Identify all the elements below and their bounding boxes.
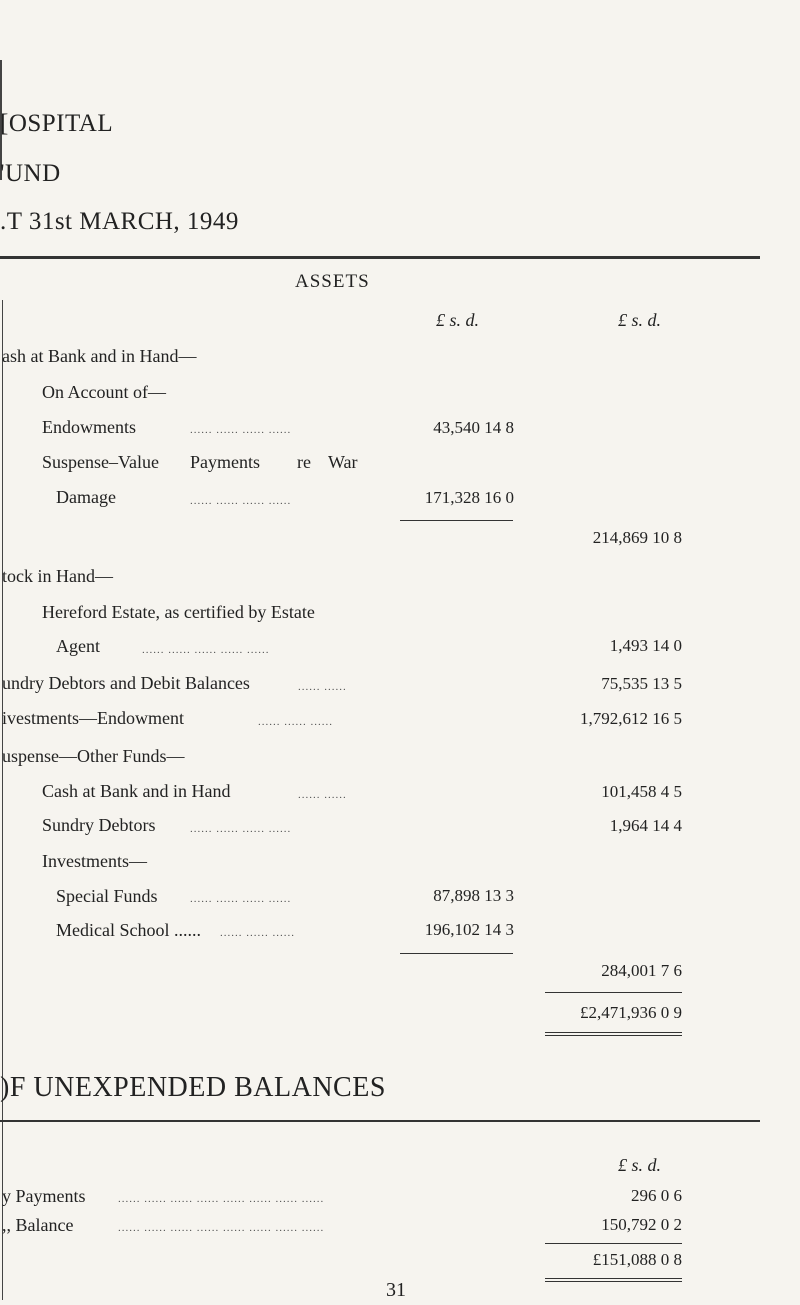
double-rule-top xyxy=(545,1278,682,1279)
suspense-value: 171,328 16 0 xyxy=(424,488,514,507)
unexpended-col-header: £ s. d. xyxy=(618,1155,662,1175)
subtotal-rule xyxy=(400,520,513,521)
endowments-label: Endowments xyxy=(42,417,136,437)
page-number: 31 xyxy=(386,1279,406,1301)
doc-title-3: .T 31st MARCH, 1949 xyxy=(0,208,239,235)
leader-dots: ...... ...... xyxy=(298,789,347,801)
balance-label: ,, Balance xyxy=(2,1215,74,1235)
suspense-label-1: Suspense–Value xyxy=(42,452,159,472)
double-rule-bottom xyxy=(545,1281,682,1282)
leader-dots: ...... ...... ...... ...... xyxy=(190,823,292,835)
suspense-label-2: Payments xyxy=(190,452,260,472)
medical-school-value: 196,102 14 3 xyxy=(424,920,514,939)
subtotal-rule xyxy=(400,953,513,954)
payments-label: y Payments xyxy=(2,1186,86,1206)
section-rule xyxy=(0,1120,760,1122)
other-funds-total: 284,001 7 6 xyxy=(601,961,682,980)
mid-col-header: £ s. d. xyxy=(436,310,480,330)
hereford-label: Hereford Estate, as certified by Estate xyxy=(42,602,315,622)
investments-value: 1,792,612 16 5 xyxy=(580,709,682,728)
other-investments-label: Investments— xyxy=(42,851,147,871)
leader-dots: ...... ...... ...... ...... ...... ...... ...... ...... xyxy=(118,1193,325,1205)
leader-dots: ...... ...... ...... ...... xyxy=(190,495,292,507)
double-rule-top xyxy=(545,1032,682,1033)
stock-label: tock in Hand— xyxy=(2,566,113,586)
medical-school-label: Medical School ...... xyxy=(56,920,201,940)
investments-label: ivestments—Endowment xyxy=(2,708,184,728)
balance-value: 150,792 0 2 xyxy=(601,1215,682,1234)
other-debtors-value: 1,964 14 4 xyxy=(609,816,682,835)
stock-value: 1,493 14 0 xyxy=(609,636,682,655)
header-rule xyxy=(0,256,760,259)
other-cash-label: Cash at Bank and in Hand xyxy=(42,781,231,801)
other-debtors-label: Sundry Debtors xyxy=(42,815,156,835)
other-funds-label: uspense—Other Funds— xyxy=(2,746,185,766)
leader-dots: ...... ...... ...... xyxy=(220,927,295,939)
leader-dots: ...... ...... ...... xyxy=(258,716,333,728)
suspense-label-3: re xyxy=(297,452,311,472)
total-rule xyxy=(545,992,682,993)
leader-dots: ...... ...... ...... ...... ...... xyxy=(142,644,270,656)
total-rule xyxy=(545,1243,682,1244)
cash-total: 214,869 10 8 xyxy=(592,528,682,547)
special-funds-label: Special Funds xyxy=(56,886,158,906)
sundry-label: undry Debtors and Debit Balances xyxy=(2,673,250,693)
on-account-label: On Account of— xyxy=(42,382,166,402)
leader-dots: ...... ...... ...... ...... xyxy=(190,424,292,436)
binding-edge-lower xyxy=(2,300,3,1300)
suspense-label-5: Damage xyxy=(56,487,116,507)
other-cash-value: 101,458 4 5 xyxy=(601,782,682,801)
payments-value: 296 0 6 xyxy=(631,1186,682,1205)
agent-label: Agent xyxy=(56,636,100,656)
sundry-value: 75,535 13 5 xyxy=(601,674,682,693)
suspense-label-4: War xyxy=(328,452,358,472)
doc-title-1: [OSPITAL xyxy=(0,110,114,137)
grand-total: £2,471,936 0 9 xyxy=(580,1003,682,1022)
special-funds-value: 87,898 13 3 xyxy=(433,886,514,905)
leader-dots: ...... ...... ...... ...... ...... ...... ...... ...... xyxy=(118,1222,325,1234)
double-rule-bottom xyxy=(545,1035,682,1036)
cash-label: ash at Bank and in Hand— xyxy=(2,346,197,366)
assets-heading: ASSETS xyxy=(295,271,370,292)
leader-dots: ...... ...... xyxy=(298,681,347,693)
leader-dots: ...... ...... ...... ...... xyxy=(190,893,292,905)
right-col-header: £ s. d. xyxy=(618,310,662,330)
doc-title-2: 'UND xyxy=(0,160,61,187)
endowments-value: 43,540 14 8 xyxy=(433,418,514,437)
unexpended-total: £151,088 0 8 xyxy=(592,1250,682,1269)
section-heading: )F UNEXPENDED BALANCES xyxy=(0,1072,386,1103)
